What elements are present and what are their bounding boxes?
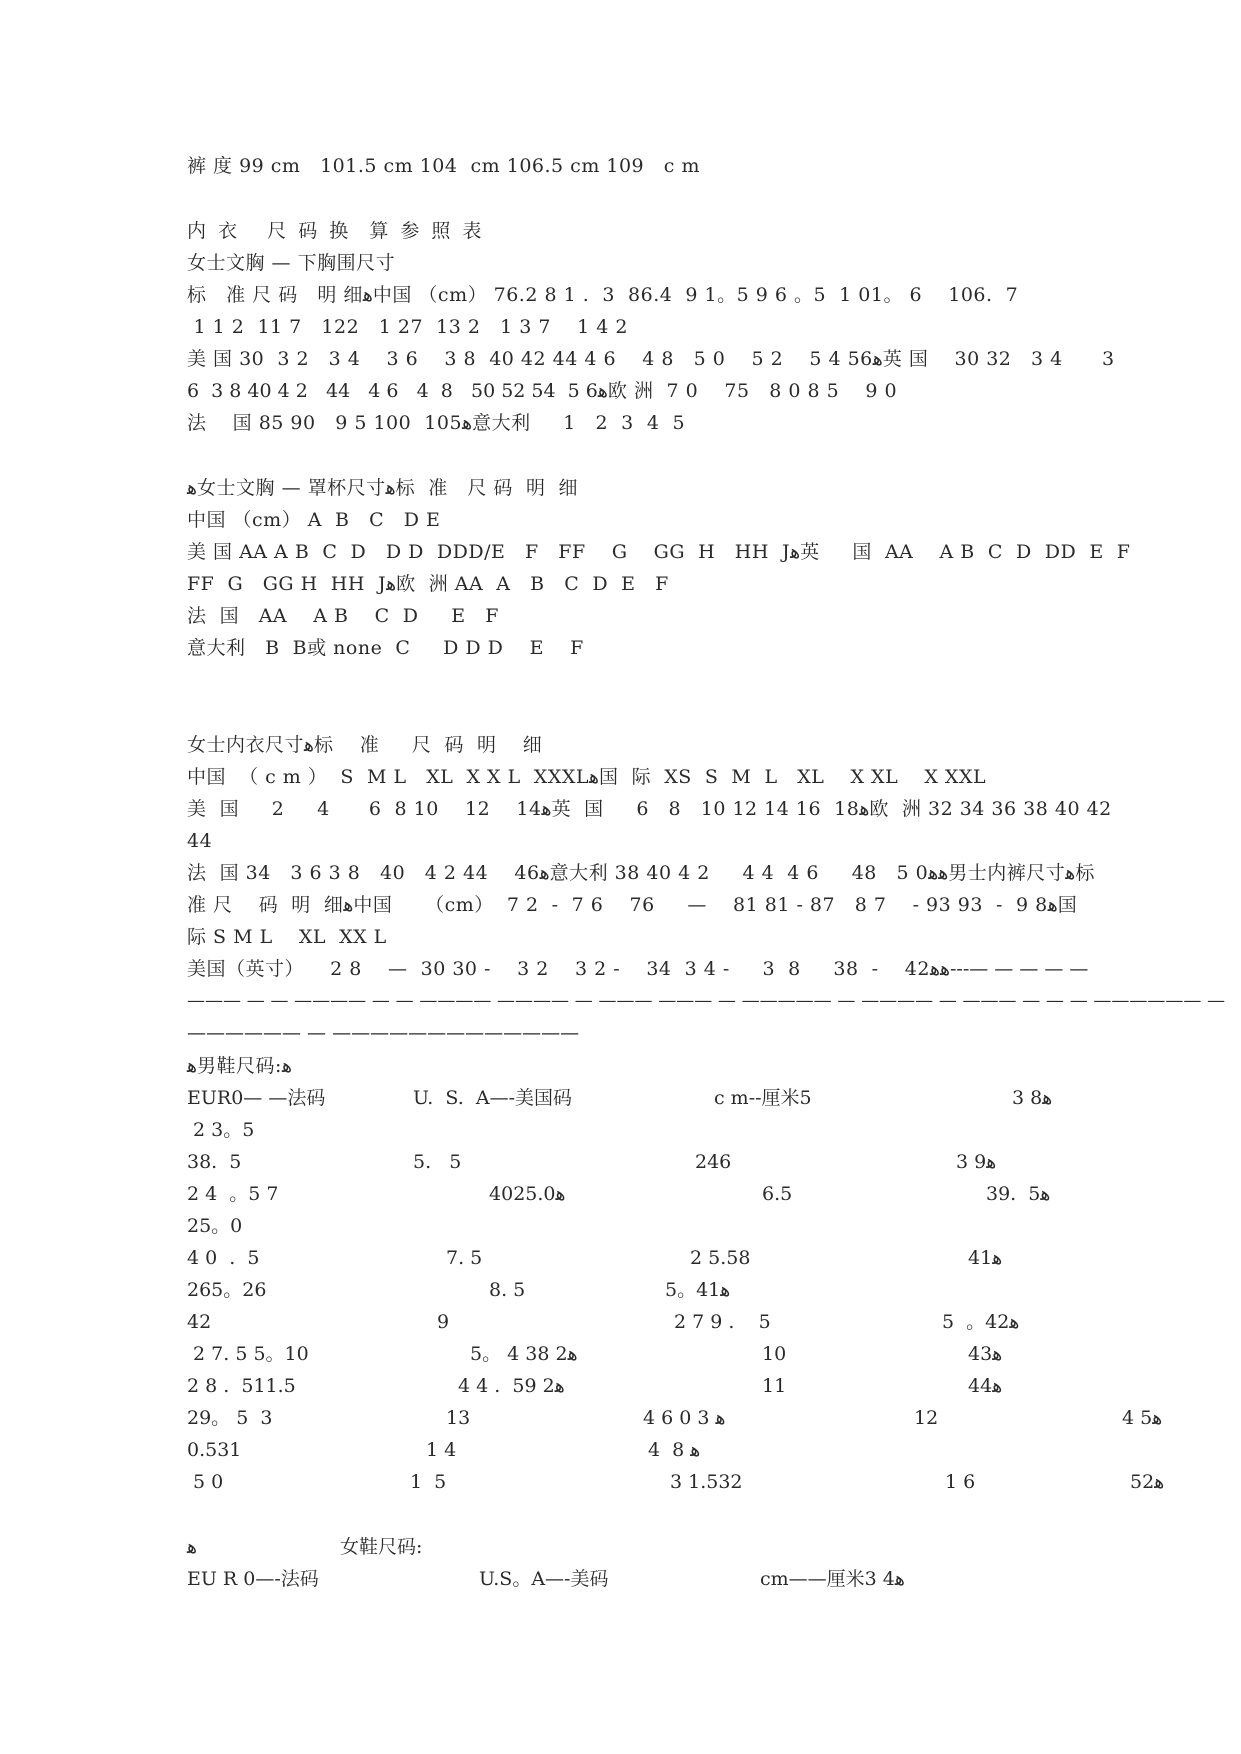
- dash-line: —————— — —————————————: [187, 1022, 580, 1044]
- shoe-cell: 12: [914, 1407, 939, 1429]
- shoe-cell: 4 6 ﻫ 3 0: [643, 1407, 726, 1429]
- shoe-cell: 5 。42ﻫ: [942, 1311, 1020, 1333]
- shoe-cell: 2 5.58: [690, 1247, 751, 1269]
- shoe-cell: 1 5: [410, 1471, 447, 1493]
- shoe-cell: 4 0 . 5: [187, 1247, 260, 1269]
- text-line: 女士内衣尺寸ﻫ标 准 尺 码 明 细: [187, 734, 543, 756]
- shoe-cell: 5。41ﻫ: [665, 1279, 731, 1301]
- text-line: ﻫ女士文胸 — 罩杯尺寸ﻫ标 准 尺 码 明 细: [187, 477, 579, 499]
- shoe-cell: 3 1.532: [670, 1471, 743, 1493]
- shoe-cell: 52ﻫ: [1130, 1471, 1165, 1493]
- text-line: 际 S M L XL XX L: [187, 926, 387, 948]
- section-mark: ﻫ: [187, 1536, 198, 1558]
- shoe-cell: U. S. A—-美国码: [413, 1087, 572, 1109]
- shoe-cell: 246: [695, 1151, 732, 1173]
- shoe-cell: 2 7. 5 5。10: [187, 1343, 309, 1365]
- shoe-cell: U.S。A—-美码: [479, 1568, 609, 1590]
- shoe-cell: 10: [762, 1343, 787, 1365]
- text-line: 中国 （ c m ） S M L XL X X L XXXLﻫ国 际 XS S M L XL X XL X XXL: [187, 766, 987, 788]
- text-line: 法 国 34 3 6 3 8 40 4 2 44 46ﻫ意大利 38 40 4 2 4 4 4 6 48 5 0ﻫﻫ男士内裤尺寸ﻫ标: [187, 862, 1095, 884]
- text-line: 美 国 2 4 6 8 10 12 14ﻫ英 国 6 8 10 12 14 16 18ﻫ欧 洲 32 34 36 38 40 42: [187, 798, 1112, 820]
- shoe-cell: 44ﻫ: [968, 1375, 1003, 1397]
- shoe-cell: 2 8 . 511.5: [187, 1375, 296, 1397]
- shoe-cell: 5. 5: [413, 1151, 462, 1173]
- shoe-cell: 13: [446, 1407, 471, 1429]
- shoe-cell: 4 5ﻫ: [1122, 1407, 1163, 1429]
- shoe-cell: cm——厘米3 4ﻫ: [760, 1568, 905, 1590]
- shoe-cell: 42: [187, 1311, 212, 1333]
- section-title: 内 衣 尺 码 换 算 参 照 表: [187, 220, 485, 242]
- text-line: ﻫ男鞋尺码:ﻫ: [187, 1055, 292, 1077]
- text-line: 法 国 AA A B C D E F: [187, 605, 499, 627]
- shoe-cell: EU R 0—-法码: [187, 1568, 319, 1590]
- text-line: FF G GG H HH Jﻫ欧 洲 AA A B C D E F: [187, 573, 669, 595]
- shoe-cell: EUR0— —法码: [187, 1087, 326, 1109]
- shoe-cell: 43ﻫ: [968, 1343, 1003, 1365]
- shoe-cell: 5。 4 3ﻫ2 8: [470, 1343, 578, 1365]
- text-line: 意大利 B B或 none C D D D E F: [187, 637, 584, 659]
- shoe-cell: 4 8 ﻫ: [648, 1439, 701, 1461]
- shoe-cell: 0.531: [187, 1439, 242, 1461]
- text-line: 美 国 AA A B C D D D DDD/E F FF G GG H HH Jﻫ英 国 AA A B C D DD E F: [187, 541, 1131, 563]
- shoe-cell: 3 9ﻫ: [956, 1151, 997, 1173]
- shoe-cell: 265。26: [187, 1279, 267, 1301]
- text-line: 法 国 85 90 9 5 100 105ﻫ意大利 1 2 3 4 5: [187, 412, 686, 434]
- shoe-cell: c m--厘米5: [714, 1087, 812, 1109]
- shoe-cell: 6.5: [762, 1183, 793, 1205]
- text-line: 裤 度 99 cm 101.5 cm 104 cm 106.5 cm 109 c m: [187, 155, 700, 177]
- text-line: 44: [187, 830, 213, 852]
- shoe-cell: 1 6: [945, 1471, 976, 1493]
- shoe-cell: 40ﻫ25.0: [489, 1183, 566, 1205]
- dash-line: ——— — — ———— — — ———— ———— — ——— ——— — ————— — ———— — ——— — — — —————— —: [187, 990, 1226, 1011]
- shoe-cell: 7. 5: [446, 1247, 483, 1269]
- shoe-cell: 1 4: [426, 1439, 457, 1461]
- shoe-cell: 2 4 。5 7: [187, 1183, 279, 1205]
- text-line: 美国（英寸） 2 8 — 30 30 - 3 2 3 2 - 34 3 4 - 3 8 38 - 42ﻫﻫ---— — — — —: [187, 958, 1089, 980]
- shoe-cell: 41ﻫ: [968, 1247, 1003, 1269]
- text-line: 1 1 2 11 7 122 1 27 13 2 1 3 7 1 4 2: [187, 316, 628, 338]
- shoe-cell: 38. 5: [187, 1151, 242, 1173]
- text-line: 女士文胸 — 下胸围尺寸: [187, 252, 396, 274]
- section-title: 女鞋尺码:: [340, 1536, 423, 1558]
- shoe-cell: 39. 5ﻫ: [986, 1183, 1051, 1205]
- text-line: 中国 （cm） A B C D E: [187, 509, 441, 531]
- text-line: 准 尺 码 明 细ﻫ中国 （cm） 7 2 - 7 6 76 — 81 81 - 87 8 7 - 93 93 - 9 8ﻫ国: [187, 894, 1078, 916]
- text-line: 6 3 8 40 4 2 44 4 6 4 8 50 52 54 5 6ﻫ欧 洲 7 0 75 8 0 8 5 9 0: [187, 380, 898, 402]
- shoe-cell: 29。 5 3: [187, 1407, 273, 1429]
- shoe-cell: 25。0: [187, 1215, 243, 1237]
- shoe-cell: 2 3。5: [187, 1119, 255, 1141]
- shoe-cell: 3 8ﻫ: [1012, 1087, 1053, 1109]
- shoe-cell: 8. 5: [489, 1279, 526, 1301]
- shoe-cell: 4 4 . 5ﻫ2 9: [458, 1375, 565, 1397]
- shoe-cell: 2 7 9 . 5: [674, 1311, 771, 1333]
- text-line: 美 国 30 3 2 3 4 3 6 3 8 40 42 44 4 6 4 8 5 0 5 2 5 4 56ﻫ英 国 30 32 3 4 3: [187, 348, 1115, 370]
- shoe-cell: 5 0: [187, 1471, 224, 1493]
- shoe-cell: 9: [437, 1311, 450, 1333]
- text-line: 标 准 尺 码 明 细ﻫ中国 （cm） 76.2 8 1 . 3 86.4 9 1。5 9 6 。5 1 01。 6 106. 7: [187, 284, 1019, 306]
- shoe-cell: 11: [762, 1375, 787, 1397]
